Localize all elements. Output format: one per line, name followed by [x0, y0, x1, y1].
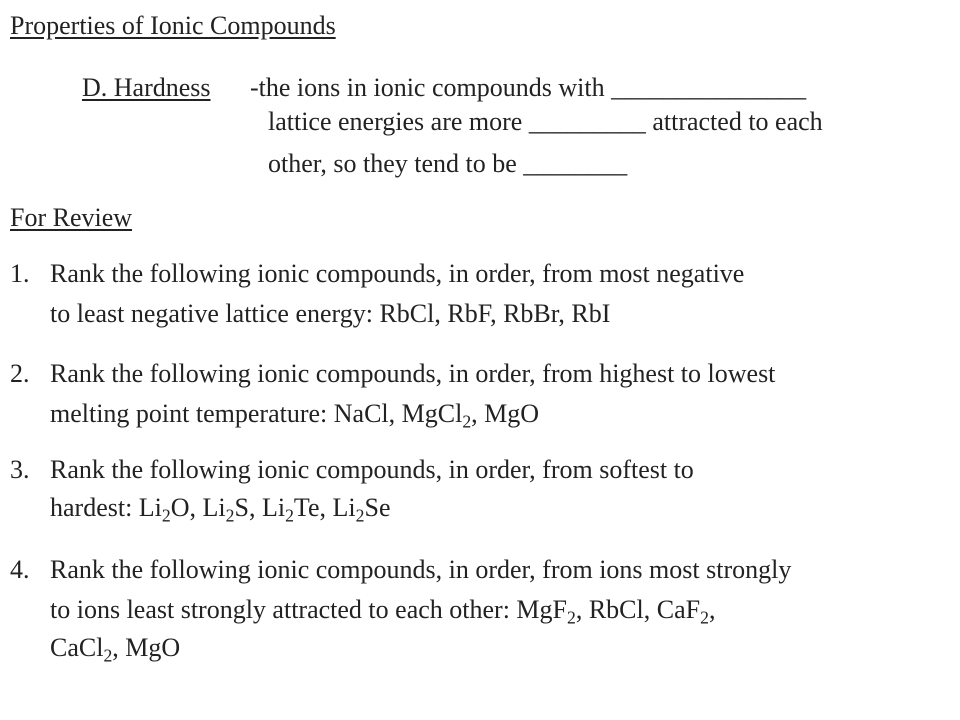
question-1-line-1 [10, 256, 744, 292]
subscript: 2 [567, 607, 576, 628]
question-text: to ions least strongly attracted to each other: MgF [50, 595, 567, 624]
question-4-line-1 [10, 552, 791, 588]
subscript: 2 [161, 505, 171, 526]
question-2-line-1 [10, 356, 775, 392]
question-text: hardest: Li [50, 493, 162, 522]
question-1-line-2: to least negative lattice energy: RbCl, RbF, RbBr, RbI [50, 299, 611, 328]
question-text: CaCl [50, 633, 104, 662]
question-3-line-2 [50, 490, 390, 526]
question-text: , MgO [112, 633, 181, 662]
question-text: Rank the following ionic compounds, in order, from highest to lowest [50, 359, 776, 388]
question-4-line-3 [50, 630, 180, 666]
question-text: , MgO [471, 399, 540, 428]
subscript: 2 [355, 505, 365, 526]
question-text: , RbCl, CaF [575, 595, 701, 624]
question-2-line-2 [50, 396, 539, 432]
subscript: 2 [285, 505, 294, 526]
section-d-line-3: other, so they tend to be ________ [268, 149, 628, 178]
question-text: melting point temperature: NaCl, MgCl [50, 399, 463, 428]
question-text: O, Li [170, 493, 226, 522]
question-text: Rank the following ionic compounds, in order, from most negative [50, 259, 745, 288]
subscript: 2 [225, 505, 235, 526]
section-d-line-2: lattice energies are more _________ attracted to each [268, 107, 823, 136]
review-heading: For Review [10, 203, 133, 232]
question-text: Rank the following ionic compounds, in order, from softest to [50, 455, 694, 484]
question-text: S, Li [234, 493, 286, 522]
question-text: Rank the following ionic compounds, in order, from ions most strongly [50, 555, 792, 584]
question-text: Te, Li [293, 493, 356, 522]
question-number: 4. [10, 555, 30, 584]
question-4-line-2 [50, 592, 715, 628]
question-number: 1. [10, 259, 30, 288]
question-text: , [708, 595, 716, 624]
question-3-line-1 [10, 452, 694, 488]
section-d-line-1: -the ions in ionic compounds with _______________ [250, 73, 807, 102]
section-d-label: D. Hardness [82, 73, 211, 102]
subscript: 2 [700, 607, 709, 628]
question-text: Se [364, 493, 391, 522]
question-number: 2. [10, 359, 30, 388]
subscript: 2 [462, 411, 472, 432]
page-title: Properties of Ionic Compounds [10, 11, 336, 40]
subscript: 2 [103, 645, 113, 666]
question-number: 3. [10, 455, 30, 484]
